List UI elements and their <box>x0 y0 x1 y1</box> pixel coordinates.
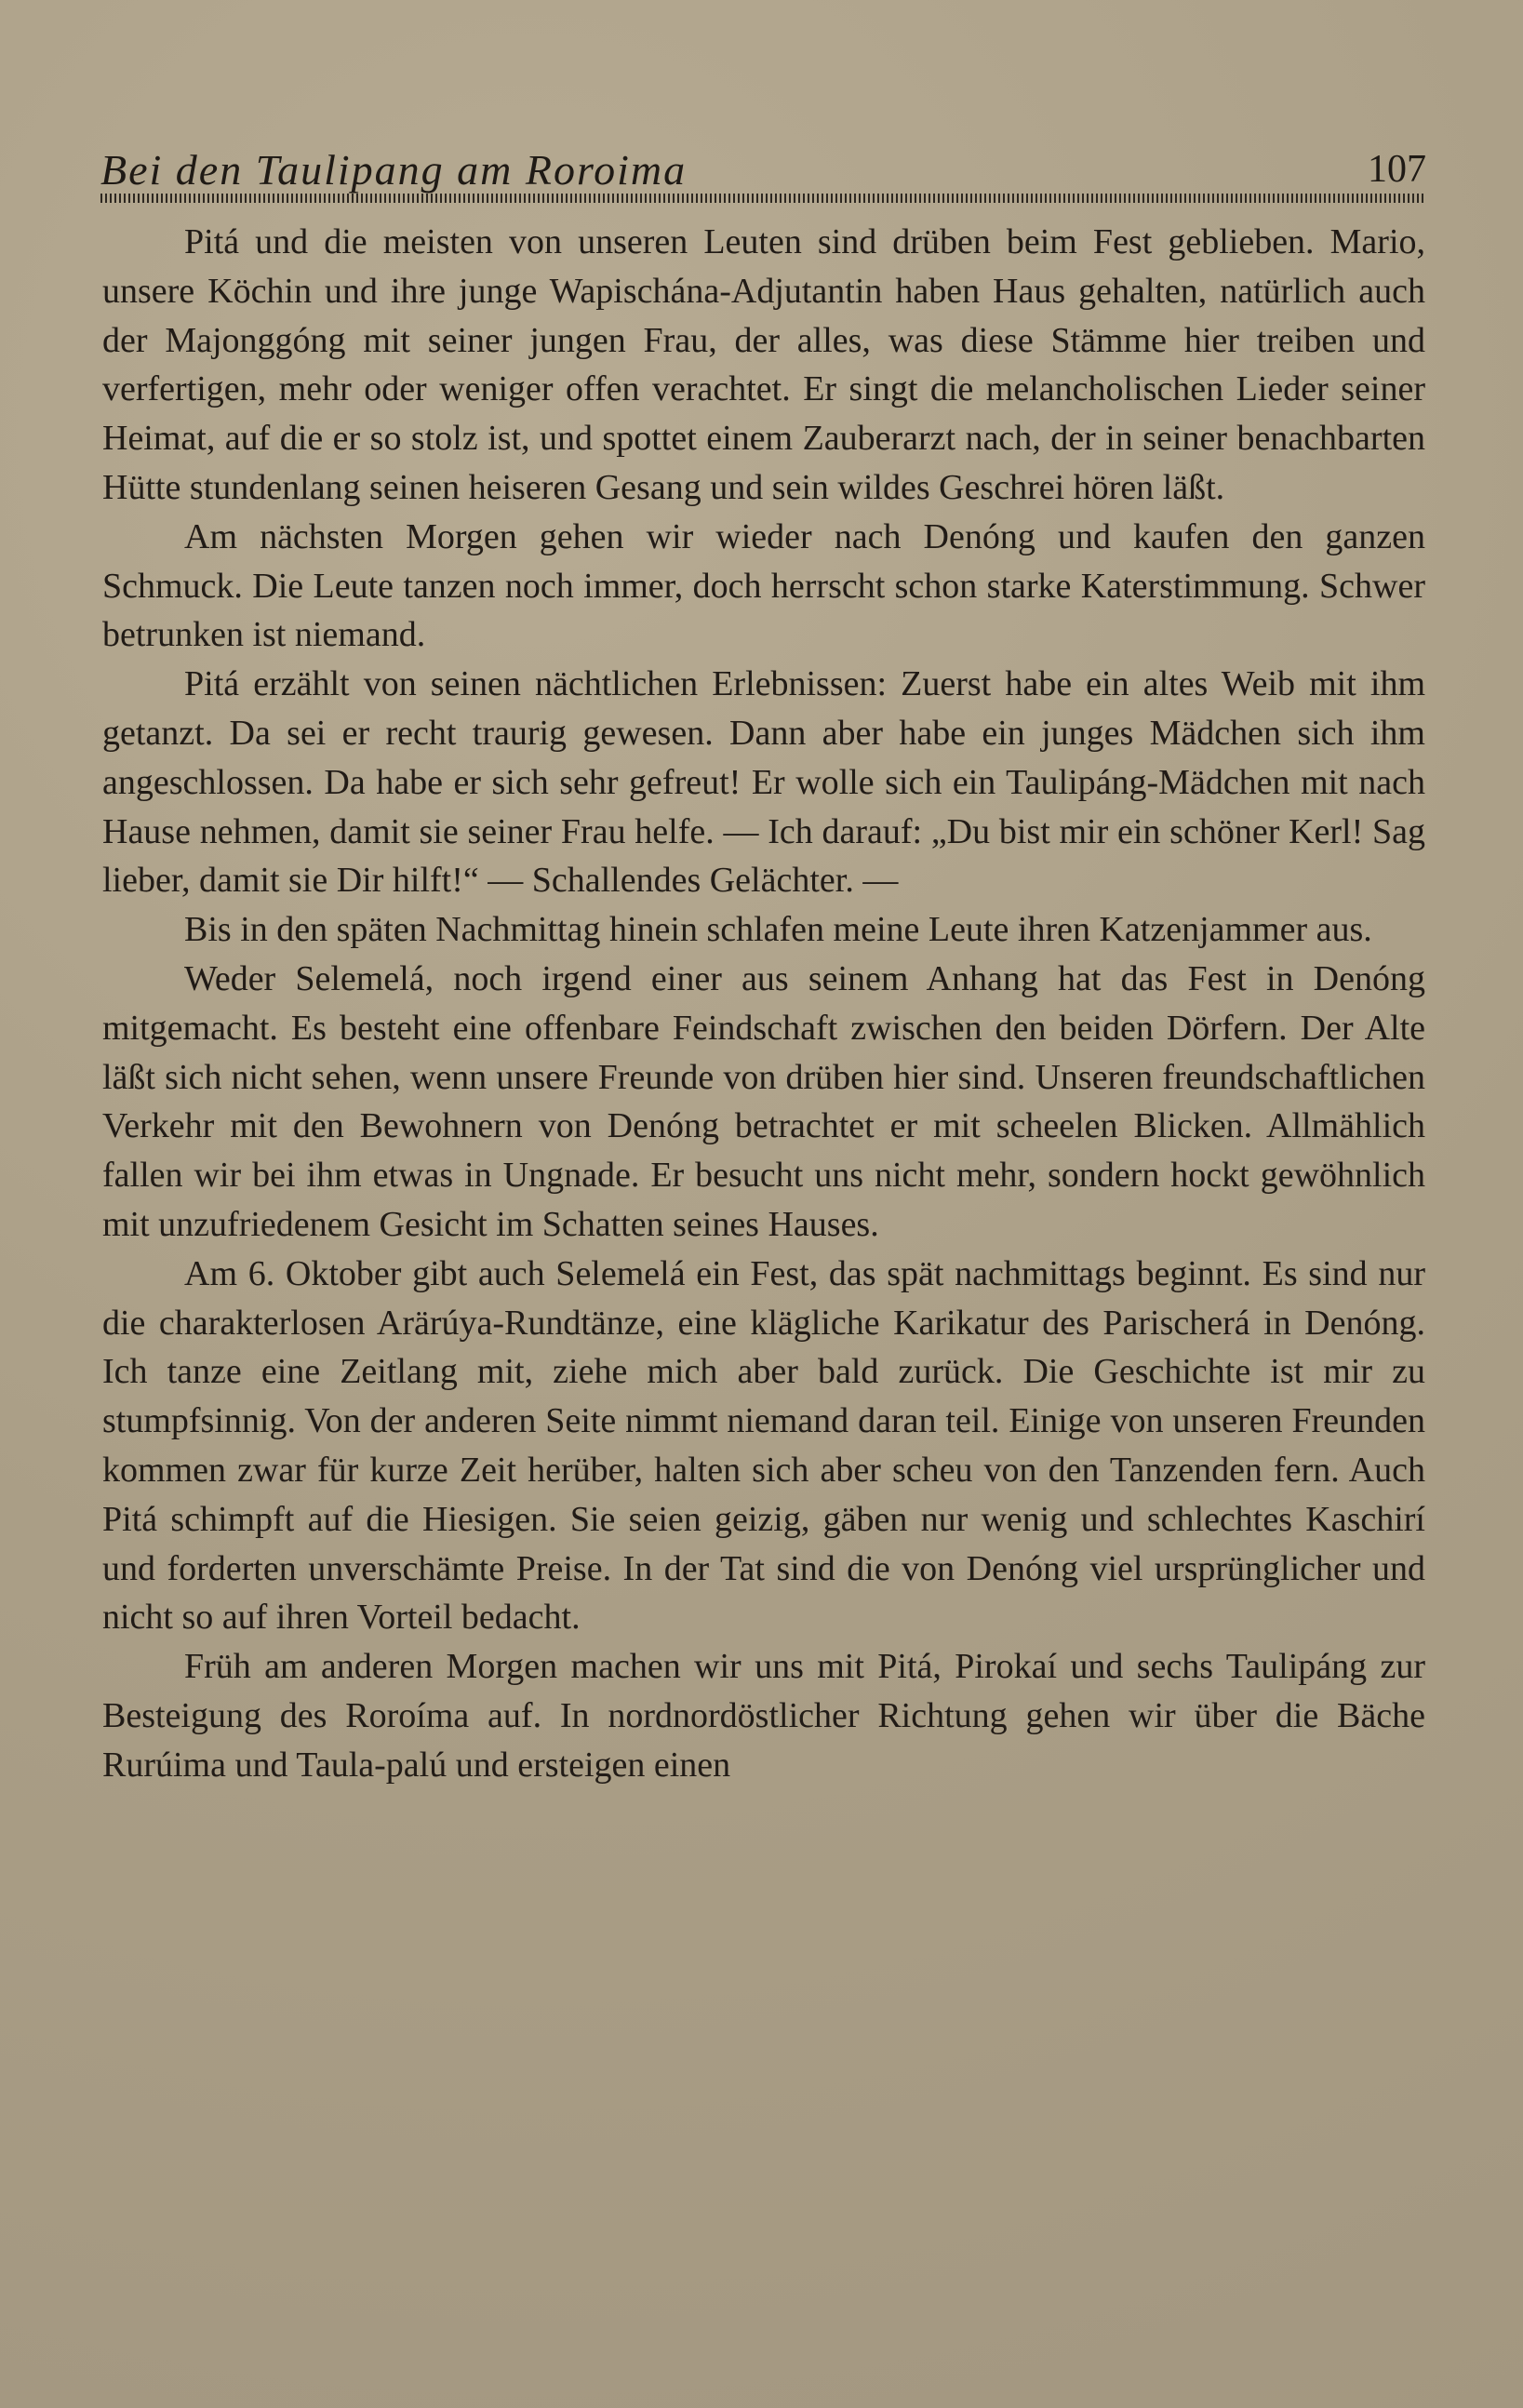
body-text <box>102 218 1425 1790</box>
header-rule <box>100 194 1426 203</box>
running-title: Bei den Taulipang am Roroima <box>100 146 688 194</box>
paragraph: Früh am anderen Morgen machen wir uns mit Pitá, Pirokaí und sechs Taulipáng zur Besteigung des Roroíma auf. In nordnordöstlicher Richtung gehen wir über die Bäche Rurúima und Taula-palú und ersteigen einen <box>102 1647 1425 1785</box>
page-number: 107 <box>1368 148 1426 191</box>
paragraph: Pitá und die meisten von unseren Leuten sind drüben beim Fest geblieben. Mario, unsere Köchin und ihre junge Wapischána-Adjutantin haben Haus gehalten, natürlich auch der Majonggóng mit seiner jungen Frau, der alles, was diese Stämme hier treiben und verfertigen, mehr oder weniger offen verachtet. Er singt die melancholischen Lieder seiner Heimat, auf die er so stolz ist, und spottet einem Zauberarzt nach, der in seiner benachbarten Hütte stundenlang seinen heiseren Gesang und sein wildes Geschrei hören läßt. <box>102 222 1425 507</box>
paragraph: Am 6. Oktober gibt auch Selemelá ein Fest, das spät nachmittags beginnt. Es sind nur die charakterlosen Arärúya-Rundtänze, eine klägliche Karikatur des Parischerá in Denóng. Ich tanze eine Zeitlang mit, ziehe mich aber bald zurück. Die Geschichte ist mir zu stumpfsinnig. Von der anderen Seite nimmt niemand daran teil. Einige von unseren Freunden kommen zwar für kurze Zeit herüber, halten sich aber scheu von den Tanzenden fern. Auch Pitá schimpft auf die Hiesigen. Sie seien geizig, gäben nur wenig und schlechtes Kaschirí und forderten unverschämte Preise. In der Tat sind die von Denóng viel ursprünglicher und nicht so auf ihren Vorteil bedacht. <box>102 1253 1425 1638</box>
paragraph: Am nächsten Morgen gehen wir wieder nach Denóng und kaufen den ganzen Schmuck. Die Leute tanzen noch immer, doch herrscht schon starke Katerstimmung. Schwer betrunken ist niemand. <box>102 516 1425 655</box>
paragraph: Pitá erzählt von seinen nächtlichen Erlebnissen: Zuerst habe ein altes Weib mit ihm getanzt. Da sei er recht traurig gewesen. Dann aber habe ein junges Mädchen sich ihm angeschlossen. Da habe er sich sehr gefreut! Er wolle sich ein Taulipáng-Mädchen mit nach Hause nehmen, damit sie seiner Frau helfe. — Ich darauf: „Du bist mir ein schöner Kerl! Sag lieber, damit sie Dir hilft!“ — Schallendes Gelächter. — <box>102 664 1425 901</box>
paragraph: Weder Selemelá, noch irgend einer aus seinem Anhang hat das Fest in Denóng mitgemacht. Es besteht eine offenbare Feindschaft zwischen den beiden Dörfern. Der Alte läßt sich nicht sehen, wenn unsere Freunde von drüben hier sind. Unseren freundschaftlichen Verkehr mit den Bewohnern von Denóng betrachtet er mit scheelen Blicken. Allmählich fallen wir bei ihm etwas in Ungnade. Er besucht uns nicht mehr, sondern hockt gewöhnlich mit unzufriedenem Gesicht im Schatten seines Hauses. <box>102 958 1425 1244</box>
running-header <box>100 145 1426 197</box>
paragraph: Bis in den späten Nachmittag hinein schlafen meine Leute ihren Katzenjammer aus. <box>184 910 1372 950</box>
